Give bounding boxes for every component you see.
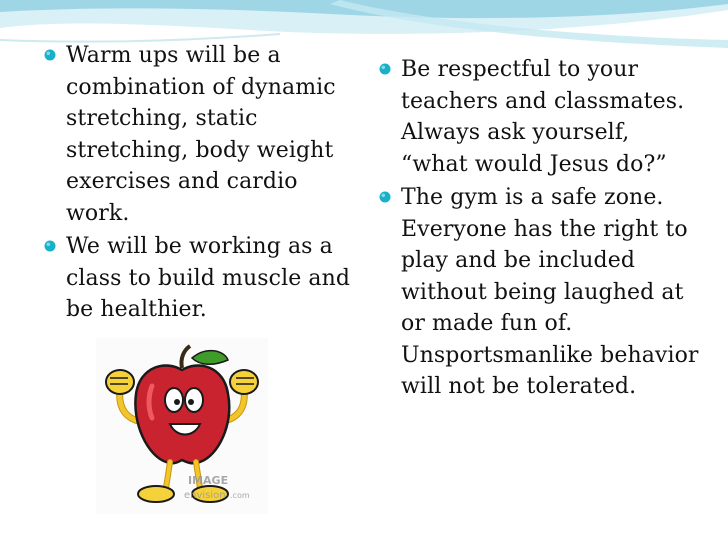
bullet-text: The gym is a safe zone. Everyone has the right to play and be included without being laughed at or made fun of. Unsportsmanlike behavior will not be tolerated. bbox=[401, 185, 699, 399]
watermark-line3: .com bbox=[230, 491, 250, 500]
bullet-item bbox=[44, 40, 356, 229]
bullet-item bbox=[379, 182, 699, 403]
bullet-text: Warm ups will be a combination of dynamic stretching, static stretching, body weight exercises and cardio work. bbox=[66, 43, 336, 226]
watermark-line2: envision bbox=[184, 490, 226, 501]
left-text-column bbox=[44, 40, 356, 328]
bullet-icon bbox=[44, 49, 56, 61]
bullet-text: Be respectful to your teachers and classmates. Always ask yourself, “what would Jesus do?” bbox=[401, 57, 685, 177]
bullet-item bbox=[379, 54, 699, 180]
bullet-item bbox=[44, 231, 356, 326]
bullet-icon bbox=[44, 240, 56, 252]
bullet-icon bbox=[379, 63, 391, 75]
apple-clipart-image bbox=[96, 338, 268, 514]
flexing-apple-icon bbox=[96, 338, 268, 514]
bullet-icon bbox=[379, 191, 391, 203]
watermark-line1: IMAGE bbox=[188, 474, 229, 487]
right-text-column bbox=[379, 54, 699, 405]
bullet-text: We will be working as a class to build muscle and be healthier. bbox=[66, 234, 351, 322]
